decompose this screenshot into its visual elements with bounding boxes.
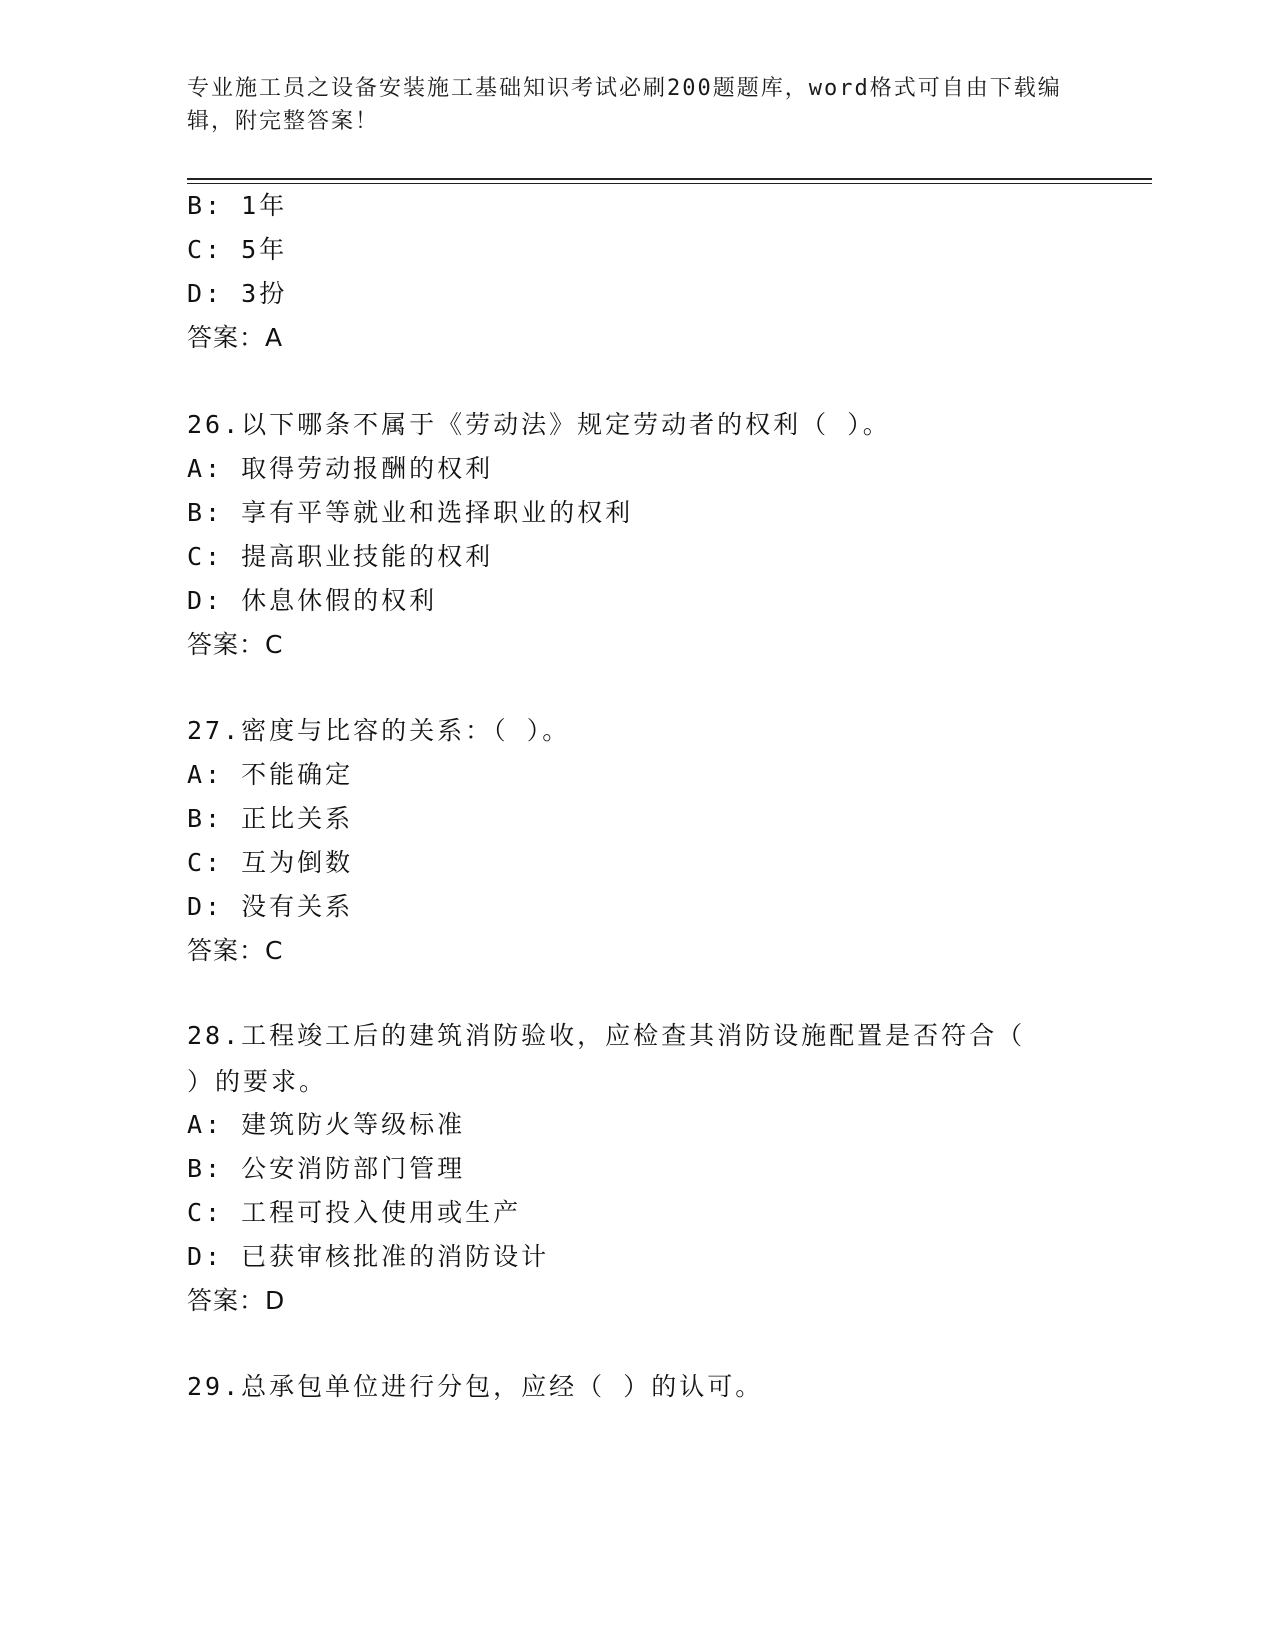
question-27-stem: 27.密度与比容的关系：（ ）。 bbox=[187, 716, 571, 745]
prev-answer: 答案：A bbox=[187, 323, 284, 352]
question-26-option-b: B: 享有平等就业和选择职业的权利 bbox=[187, 498, 634, 527]
question-28-stem: 28.工程竣工后的建筑消防验收，应检查其消防设施配置是否符合（ ）的要求。 bbox=[187, 1021, 1026, 1096]
question-26-option-c: C: 提高职业技能的权利 bbox=[187, 542, 494, 571]
question-26-option-a: A: 取得劳动报酬的权利 bbox=[187, 454, 494, 483]
question-27-option-a: A: 不能确定 bbox=[187, 760, 354, 789]
question-26-option-d: D: 休息休假的权利 bbox=[187, 586, 438, 615]
header-divider-thick bbox=[187, 178, 1152, 180]
question-28-option-d: D: 已获审核批准的消防设计 bbox=[187, 1242, 550, 1271]
question-28-option-c: C: 工程可投入使用或生产 bbox=[187, 1198, 522, 1227]
question-27-option-c: C: 互为倒数 bbox=[187, 848, 354, 877]
prev-option-d: D: 3扮 bbox=[187, 279, 288, 308]
question-27-answer: 答案：C bbox=[187, 936, 284, 965]
question-27-option-d: D: 没有关系 bbox=[187, 892, 354, 921]
question-28-option-b: B: 公安消防部门管理 bbox=[187, 1154, 466, 1183]
question-29-stem: 29.总承包单位进行分包，应经（ ）的认可。 bbox=[187, 1372, 764, 1401]
question-26-answer: 答案：C bbox=[187, 630, 284, 659]
question-27-option-b: B: 正比关系 bbox=[187, 804, 354, 833]
prev-option-b: B: 1年 bbox=[187, 191, 288, 220]
question-26-stem: 26.以下哪条不属于《劳动法》规定劳动者的权利（ ）。 bbox=[187, 410, 891, 439]
header-divider-thin bbox=[187, 183, 1152, 184]
prev-option-c: C: 5年 bbox=[187, 235, 288, 264]
question-28-answer: 答案：D bbox=[187, 1286, 286, 1315]
question-28-option-a: A: 建筑防火等级标准 bbox=[187, 1110, 466, 1139]
document-header: 专业施工员之设备安装施工基础知识考试必刷200题题库，word格式可自由下载编辑，附完整答案！ bbox=[187, 76, 1062, 134]
